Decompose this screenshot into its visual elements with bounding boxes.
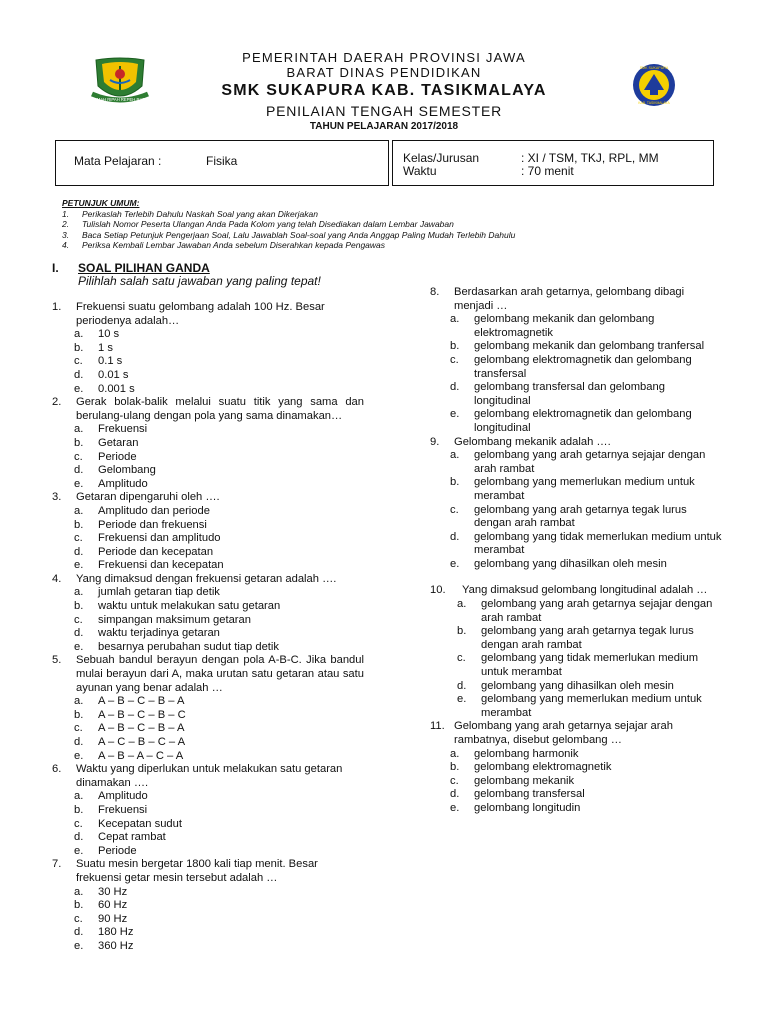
- option-letter: a.: [74, 790, 84, 803]
- option-letter: d.: [74, 464, 84, 477]
- option-letter: d.: [74, 831, 84, 844]
- option-text: Periode: [98, 450, 137, 463]
- answer-option: [52, 926, 364, 940]
- option-letter: d.: [450, 530, 460, 543]
- answer-option: [430, 802, 722, 816]
- option-letter: e.: [450, 408, 460, 421]
- answer-option: [52, 383, 364, 397]
- answer-option: [52, 736, 364, 750]
- answer-option: [430, 354, 722, 381]
- academic-year: TAHUN PELAJARAN 2017/2018: [309, 121, 459, 132]
- option-text: Frekuensi: [98, 803, 148, 816]
- option-letter: b.: [450, 340, 460, 353]
- option-letter: c.: [457, 652, 466, 665]
- option-text: 180 Hz: [98, 926, 134, 939]
- option-letter: e.: [74, 477, 84, 490]
- option-letter: d.: [450, 381, 460, 394]
- question-text: Getaran dipengaruhi oleh ….: [76, 491, 220, 504]
- option-letter: d.: [74, 926, 84, 939]
- instruction-item: 1. Perikaslah Terlebih Dahulu Naskah Soal yang akan Dikerjakan: [62, 208, 318, 219]
- answer-option: [52, 546, 364, 560]
- answer-option: [52, 342, 364, 356]
- question-item: [52, 763, 364, 790]
- question-number: 1.: [52, 301, 62, 313]
- question-number: 3.: [52, 491, 62, 504]
- exam-title: PENILAIAN TENGAH SEMESTER: [265, 103, 502, 119]
- answer-option: [52, 532, 364, 546]
- option-text: Amplitudo dan periode: [98, 504, 210, 517]
- option-text: 0.1 s: [98, 355, 123, 368]
- option-letter: a.: [74, 885, 84, 898]
- option-text: 60 Hz: [98, 899, 128, 912]
- instruction-item: 4. Periksa Kembali Lembar Jawaban Anda sebelum Diserahkan kepada Pengawas: [62, 240, 386, 250]
- option-text: A – B – C – B – A: [98, 695, 185, 708]
- option-text: Periode dan kecepatan: [98, 545, 214, 558]
- crest-motto: GEMAH RIPAH REPEH RAPIH: [90, 97, 150, 102]
- answer-option: [52, 437, 364, 451]
- answer-option: [52, 831, 364, 845]
- option-letter: a.: [450, 747, 460, 760]
- header-department: BARAT DINAS PENDIDIKAN: [286, 65, 482, 80]
- option-letter: b.: [450, 476, 460, 489]
- instruction-item: 3. Baca Setiap Petunjuk Pengerjaan Soal, Lalu Jawablah Soal-soal yang Anda Anggap Paling Mudah Terlebih Dahulu: [62, 229, 516, 240]
- option-text: Periode: [98, 844, 137, 857]
- answer-option: [430, 625, 722, 652]
- option-text: A – B – C – B – A: [98, 722, 185, 735]
- answer-option: [52, 695, 364, 709]
- option-text: Kecepatan sudut: [98, 817, 182, 830]
- option-text: gelombang yang arah getarnya sejajar dengan arah rambat: [474, 449, 706, 475]
- option-letter: c.: [74, 532, 83, 545]
- option-letter: d.: [74, 368, 84, 381]
- option-letter: d.: [74, 736, 84, 748]
- option-text: A – C – B – C – A: [98, 736, 186, 748]
- option-text: Frekuensi dan kecepatan: [98, 559, 224, 572]
- option-text: gelombang yang arah getarnya sejajar dengan arah rambat: [481, 598, 713, 624]
- option-letter: e.: [74, 844, 84, 857]
- question-item: [52, 573, 364, 587]
- option-text: A – B – C – B – C: [98, 708, 186, 721]
- option-letter: c.: [74, 912, 83, 925]
- option-letter: b.: [74, 518, 84, 531]
- question-text: Sebuah bandul berayun dengan pola A-B-C. Jika bandul mulai berayun dari A, maka urutan satu getaran atau satu ayunan yang benar adalah …: [76, 654, 364, 694]
- option-letter: b.: [74, 341, 84, 354]
- answer-option: [52, 913, 364, 927]
- answer-option: [430, 693, 722, 720]
- option-text: gelombang longitudin: [474, 801, 581, 814]
- option-text: gelombang elektromagnetik dan gelombang transfersal: [474, 353, 692, 380]
- question-text: Gelombang mekanik adalah ….: [454, 435, 611, 448]
- time-value: : 70 menit: [521, 164, 574, 178]
- answer-option: [52, 451, 364, 465]
- section-title: SOAL PILIHAN GANDA: [78, 261, 210, 275]
- question-item: [430, 720, 722, 747]
- question-text: Yang dimaksud gelombang longitudinal adalah …: [462, 584, 708, 597]
- answer-option: [52, 722, 364, 736]
- answer-option: [430, 748, 722, 762]
- option-text: gelombang elektromagnetik dan gelombang longitudinal: [474, 408, 692, 434]
- section-instruction: Pilihlah salah satu jawaban yang paling tepat!: [78, 274, 321, 288]
- question-text: Yang dimaksud dengan frekuensi getaran adalah ….: [76, 572, 337, 585]
- option-letter: b.: [74, 436, 84, 449]
- school-logo: [632, 62, 676, 108]
- option-text: gelombang harmonik: [474, 747, 579, 760]
- answer-option: [430, 761, 722, 775]
- answer-option: [430, 598, 722, 625]
- answer-option: [52, 559, 364, 573]
- option-text: gelombang transfersal dan gelombang longitudinal: [474, 381, 665, 407]
- header-government: PEMERINTAH DAERAH PROVINSI JAWA: [242, 50, 526, 65]
- answer-option: [430, 558, 722, 572]
- option-text: gelombang yang memerlukan medium untuk merambat: [474, 476, 695, 502]
- option-text: gelombang yang tidak memerlukan medium untuk merambat: [474, 530, 722, 557]
- answer-option: [430, 788, 722, 802]
- answer-option: [430, 504, 722, 531]
- subject-box: [55, 140, 389, 186]
- option-letter: c.: [74, 613, 83, 626]
- school-logo-bottom-text: KAB. TASIKMALAYA: [638, 101, 670, 105]
- class-value: : XI / TSM, TKJ, RPL, MM: [521, 151, 659, 165]
- answer-option: [430, 476, 722, 503]
- answer-option: [52, 600, 364, 614]
- question-item: [430, 286, 722, 313]
- option-letter: a.: [74, 586, 84, 599]
- answer-option: [52, 627, 364, 641]
- answer-option: [52, 328, 364, 342]
- option-letter: c.: [74, 355, 83, 368]
- option-text: waktu terjadinya getaran: [98, 627, 220, 640]
- answer-option: [430, 680, 722, 694]
- option-letter: a.: [74, 423, 84, 436]
- answer-option: [430, 408, 722, 435]
- option-letter: e.: [450, 557, 460, 570]
- option-text: gelombang mekanik: [474, 774, 575, 787]
- option-letter: a.: [450, 449, 460, 462]
- question-item: [52, 396, 364, 423]
- answer-option: [52, 886, 364, 900]
- class-label: Kelas/Jurusan: [403, 151, 480, 165]
- option-text: Frekuensi: [98, 423, 148, 436]
- option-text: A – B – A – C – A: [98, 749, 184, 762]
- answer-option: [52, 423, 364, 437]
- answer-option: [52, 899, 364, 913]
- answer-option: [52, 369, 364, 383]
- answer-option: [52, 614, 364, 628]
- question-number: 8.: [430, 286, 440, 298]
- option-text: gelombang mekanik dan gelombang elektromagnetik: [474, 313, 655, 339]
- answer-option: [52, 505, 364, 519]
- question-number: 9.: [430, 435, 440, 448]
- question-item: [52, 491, 364, 505]
- general-instructions: [62, 198, 515, 251]
- question-item: [430, 436, 722, 450]
- west-java-crest-logo: [88, 56, 152, 106]
- instruction-item: 2. Tulislah Nomor Peserta Ulangan Anda Pada Kolom yang telah Disediakan dalam Lembar Jawaban: [62, 219, 454, 229]
- option-text: 0.001 s: [98, 382, 135, 395]
- question-item: [52, 301, 364, 328]
- answer-option: [430, 652, 722, 679]
- question-number: 10.: [430, 584, 446, 597]
- option-text: simpangan maksimum getaran: [98, 613, 251, 626]
- option-letter: b.: [74, 803, 84, 816]
- option-letter: a.: [457, 598, 467, 611]
- questions-left-column: [52, 301, 364, 954]
- answer-option: [52, 586, 364, 600]
- question-text: Gerak bolak-balik melalui suatu titik yang sama dan berulang-ulang dengan pola yang sama dinamakan…: [76, 396, 364, 422]
- class-time-box: [392, 140, 714, 186]
- option-letter: b.: [74, 899, 84, 912]
- answer-option: [52, 709, 364, 723]
- subject-value: Fisika: [206, 154, 238, 168]
- option-text: jumlah getaran tiap detik: [98, 586, 220, 599]
- instructions-title: PETUNJUK UMUM:: [62, 198, 140, 208]
- question-item: [52, 858, 364, 885]
- option-letter: c.: [450, 774, 459, 787]
- option-letter: e.: [74, 749, 84, 762]
- option-text: gelombang transfersal: [474, 788, 585, 801]
- section-number: I.: [52, 261, 59, 275]
- option-text: gelombang yang memerlukan medium untuk merambat: [481, 693, 702, 719]
- answer-option: [52, 464, 364, 478]
- option-text: 10 s: [98, 328, 120, 341]
- time-label: Waktu: [403, 164, 437, 178]
- option-letter: d.: [457, 679, 467, 692]
- option-letter: b.: [457, 625, 467, 638]
- answer-option: [52, 790, 364, 804]
- option-letter: e.: [74, 939, 84, 952]
- question-text: Gelombang yang arah getarnya sejajar arah rambatnya, disebut gelombang …: [454, 720, 673, 746]
- question-item: [52, 654, 364, 695]
- option-letter: c.: [450, 353, 459, 366]
- option-letter: a.: [74, 695, 84, 708]
- option-letter: c.: [74, 722, 83, 735]
- option-letter: c.: [74, 450, 83, 463]
- question-number: 6.: [52, 763, 62, 776]
- option-letter: d.: [74, 545, 84, 558]
- option-text: 30 Hz: [98, 885, 128, 898]
- option-letter: a.: [450, 313, 460, 326]
- question-number: 4.: [52, 572, 62, 585]
- question-text: Waktu yang diperlukan untuk melakukan satu getaran dinamakan ….: [76, 763, 343, 789]
- answer-option: [430, 381, 722, 408]
- option-text: 0.01 s: [98, 368, 129, 381]
- option-letter: a.: [74, 504, 84, 517]
- option-text: gelombang yang dihasilkan oleh mesin: [474, 557, 667, 570]
- answer-option: [52, 818, 364, 832]
- option-text: 90 Hz: [98, 912, 128, 925]
- question-text: Berdasarkan arah getarnya, gelombang dibagi menjadi …: [454, 286, 685, 312]
- option-letter: e.: [450, 801, 460, 814]
- question-number: 7.: [52, 858, 62, 871]
- answer-option: [430, 340, 722, 354]
- option-text: Amplitudo: [98, 790, 148, 803]
- option-letter: b.: [450, 761, 460, 774]
- option-text: Periode dan frekuensi: [98, 518, 207, 531]
- option-text: Gelombang: [98, 464, 156, 477]
- question-number: 2.: [52, 396, 62, 409]
- option-letter: a.: [74, 328, 84, 341]
- subject-label: Mata Pelajaran :: [74, 154, 162, 168]
- question-text: Suatu mesin bergetar 1800 kali tiap menit. Besar frekuensi getar mesin tersebut adalah …: [76, 858, 318, 884]
- question-number: 5.: [52, 654, 62, 667]
- option-letter: e.: [457, 693, 467, 706]
- answer-option: [52, 519, 364, 533]
- answer-option: [430, 313, 722, 340]
- question-number: 11.: [430, 720, 445, 733]
- answer-option: [52, 804, 364, 818]
- option-text: Frekuensi dan amplitudo: [98, 532, 221, 545]
- option-letter: b.: [74, 600, 84, 613]
- option-text: gelombang yang arah getarnya tegak lurus dengan arah rambat: [474, 503, 687, 530]
- school-name: SMK SUKAPURA KAB. TASIKMALAYA: [221, 82, 547, 99]
- option-text: gelombang yang arah getarnya tegak lurus dengan arah rambat: [481, 625, 694, 651]
- option-letter: b.: [74, 708, 84, 721]
- option-text: gelombang mekanik dan gelombang tranfersal: [474, 340, 705, 353]
- option-text: Cepat rambat: [98, 831, 166, 844]
- option-text: gelombang elektromagnetik: [474, 761, 612, 774]
- question-item: [430, 584, 722, 598]
- option-text: Amplitudo: [98, 477, 148, 490]
- questions-right-column: [430, 286, 722, 816]
- option-text: gelombang yang dihasilkan oleh mesin: [481, 679, 674, 692]
- option-letter: c.: [74, 817, 83, 830]
- answer-option: [52, 355, 364, 369]
- answer-option: [430, 775, 722, 789]
- answer-option: [430, 449, 722, 476]
- option-text: Getaran: [98, 436, 139, 449]
- question-text: Frekuensi suatu gelombang adalah 100 Hz. Besar periodenya adalah…: [76, 301, 325, 327]
- option-text: waktu untuk melakukan satu getaran: [98, 600, 281, 613]
- answer-option: [52, 478, 364, 492]
- option-letter: d.: [450, 788, 460, 801]
- answer-option: [52, 845, 364, 859]
- answer-option: [52, 641, 364, 655]
- option-letter: d.: [74, 627, 84, 640]
- option-text: gelombang yang tidak memerlukan medium untuk merambat: [481, 652, 699, 679]
- option-letter: e.: [74, 382, 84, 395]
- option-text: 1 s: [98, 341, 113, 354]
- answer-option: [52, 750, 364, 764]
- option-letter: e.: [74, 559, 84, 572]
- option-letter: e.: [74, 640, 84, 653]
- school-logo-top-text: SMK SUKAPURA: [639, 66, 669, 70]
- answer-option: [430, 531, 722, 558]
- option-text: besarnya perubahan sudut tiap detik: [98, 640, 279, 653]
- option-text: 360 Hz: [98, 939, 134, 952]
- option-letter: c.: [450, 503, 459, 516]
- answer-option: [52, 940, 364, 954]
